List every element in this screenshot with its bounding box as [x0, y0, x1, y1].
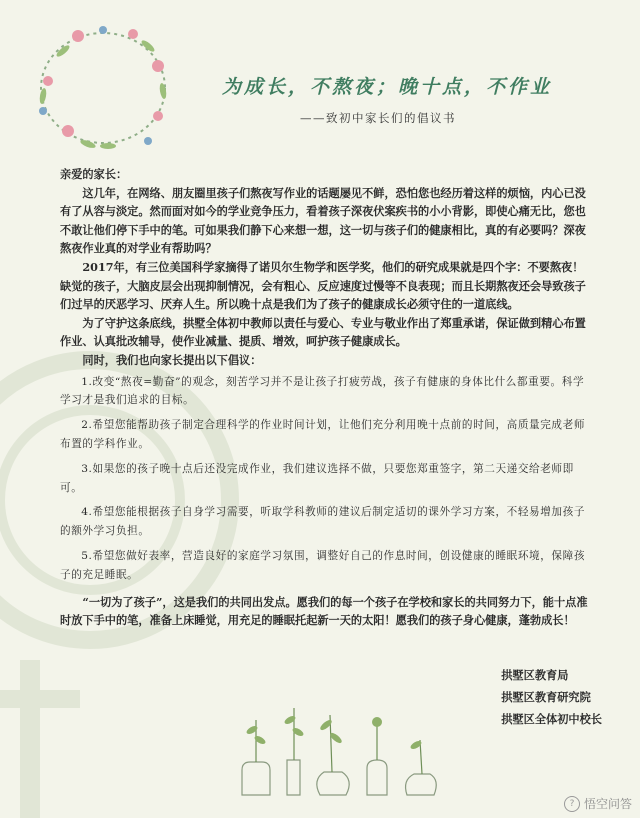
proposal-item: 2.希望您能帮助孩子制定合理科学的作业时间计划，让他们充分利用晚十点前的时间，高质量完成老师布置的学科作业。 [60, 419, 586, 450]
proposal-item: 5.希望您做好表率，营造良好的家庭学习氛围，调整好自己的作息时间，创设健康的睡眠环境，保障孩子的充足睡眠。 [60, 549, 586, 581]
letter-body [60, 165, 590, 630]
signature-line: 拱墅区全体初中校长 [501, 712, 602, 726]
signature-block [501, 664, 602, 730]
logo-text: 悟空问答 [583, 797, 632, 811]
proposal-item: 3.如果您的孩子晚十点后还没完成作业，我们建议选择不做，只要您郑重签字，第二天递交给老师即可。 [60, 462, 574, 494]
paragraph: 同时，我们也向家长提出以下倡议： [82, 352, 262, 367]
paragraph: 2017年，有三位美国科学家摘得了诺贝尔生物学和医学奖，他们的研究成果就是四个字：不要熬夜！缺觉的孩子，大脑皮层会出现抑制情况，会有粗心、反应速度过慢等不良表现；而且长期熬夜还会导致孩子们过早的厌恶学习、厌弃人生。所以晚十点是我们为了孩子的健康成长必须守住的一道底线。 [60, 259, 586, 312]
closing-paragraph: “一切为了孩子”，这是我们的共同出发点。愿我们的每一个孩子在学校和家长的共同努力下，能十点准时放下手中的笔，准备上床睡觉，用充足的睡眠托起新一天的太阳！愿我们的孩子身心健康，蓬勃成长！ [60, 594, 588, 628]
page-subtitle: ——致初中家长们的倡议书 [300, 111, 456, 125]
signature-line: 拱墅区教育研究院 [501, 690, 591, 704]
proposal-item: 1.改变“熬夜=勤奋”的观念，刻苦学习并不是让孩子打疲劳战，孩子有健康的身体比什么都重要。科学学习才是我们追求的目标。 [60, 375, 585, 407]
proposal-list [60, 373, 590, 585]
proposal-item: 4.希望您能根据孩子自身学习需要，听取学科教师的建议后制定适切的课外学习方案，不轻易增加孩子的额外学习负担。 [60, 506, 586, 538]
logo-icon: ? [564, 796, 580, 812]
paragraph: 为了守护这条底线，拱墅全体初中教师以责任与爱心、专业与敬业作出了郑重承诺，保证做到精心布置作业、认真批改辅导，使作业减量、提质、增效，呵护孩子健康成长。 [60, 315, 586, 349]
greeting: 亲爱的家长： [60, 167, 128, 181]
page-title: 为成长，不熬夜；晚十点，不作业 [222, 76, 553, 98]
paragraph: 这几年，在网络、朋友圈里孩子们熬夜写作业的话题屡见不鲜，恐怕您也经历着这样的烦恼，内心已没有了从容与淡定。然而面对如今的学业竞争压力，看着孩子深夜伏案疾书的小小背影，即使心痛无比，您也不敢让他们停下手中的笔。可如果我们静下心来想一想，这一切与孩子们的健康相比，真的有必要吗？深夜熬夜作业真的对学业有帮助吗？ [60, 185, 586, 256]
wukong-wenda-logo [564, 795, 632, 812]
plant-vases-decoration [232, 700, 462, 800]
signature-line: 拱墅区教育局 [501, 668, 569, 682]
flower-wreath-decoration [8, 6, 198, 166]
